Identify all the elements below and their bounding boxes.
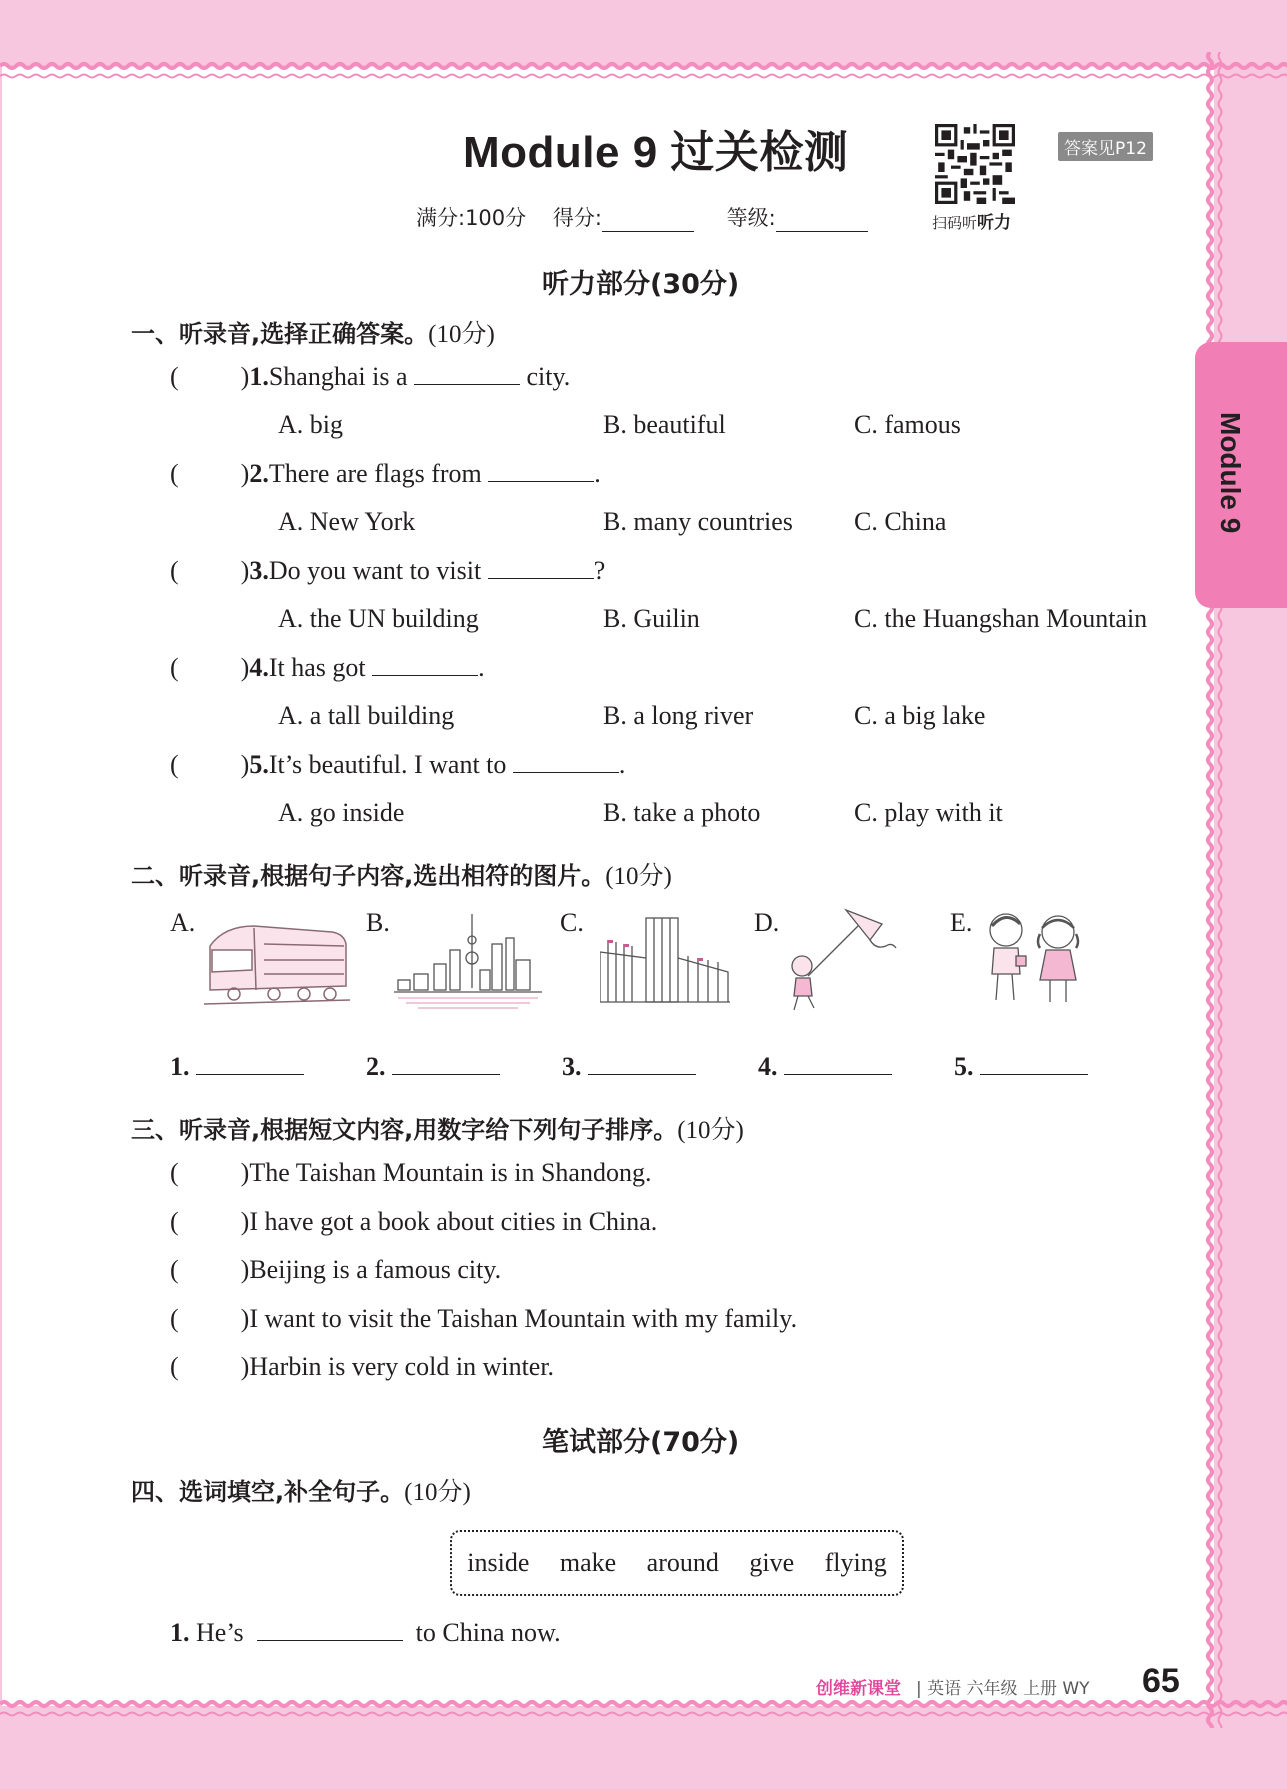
answer-blank[interactable] <box>392 1054 500 1075</box>
part3-sentence <box>170 1255 501 1285</box>
part1-question-3 <box>170 556 605 586</box>
option-a: A. go inside <box>278 798 405 827</box>
question-number: 5. <box>249 750 269 779</box>
part2-answer-4 <box>758 1052 892 1082</box>
answer-paren: ) <box>240 1352 250 1381</box>
answer-paren[interactable]: ( <box>170 556 179 585</box>
answer-number: 2. <box>366 1052 386 1081</box>
answer-blank[interactable] <box>257 1620 403 1641</box>
question-blank <box>372 655 478 676</box>
question-text-pre: There are flags from <box>268 459 489 488</box>
answer-paren[interactable]: ( <box>170 1255 179 1284</box>
train-picture <box>204 920 350 1010</box>
part2-heading <box>131 856 672 892</box>
option-a: A. New York <box>278 507 416 536</box>
part1-question-4 <box>170 653 485 683</box>
question-blank <box>414 364 520 385</box>
answer-blank[interactable] <box>980 1054 1088 1075</box>
qr-caption-prefix: 扫码听 <box>932 214 978 232</box>
part3-points: (10分) <box>677 1117 744 1144</box>
option-c: C. China <box>854 507 947 536</box>
question-text-post: ? <box>593 556 606 585</box>
part2-answer-5 <box>954 1052 1088 1082</box>
part1-title: 一、听录音,选择正确答案。 <box>131 320 429 348</box>
part2-answer-1 <box>170 1052 304 1082</box>
qr-caption <box>932 208 1011 233</box>
part3-heading <box>131 1110 744 1146</box>
question-blank <box>488 461 594 482</box>
answer-number: 3. <box>562 1052 582 1081</box>
question-text-post: . <box>478 653 485 682</box>
question-text-pre: Do you want to visit <box>268 556 488 585</box>
kite-boy-picture <box>786 906 898 1018</box>
answer-paren[interactable]: ( <box>170 1352 179 1381</box>
option-c: C. the Huangshan Mountain <box>854 604 1148 633</box>
qr-caption-strong: 听力 <box>977 213 1012 233</box>
question-blank <box>488 558 594 579</box>
sentence-text: The Taishan Mountain is in Shandong. <box>249 1158 652 1187</box>
option-a: A. the UN building <box>278 604 479 633</box>
answer-paren[interactable]: ( <box>170 653 179 682</box>
part3-sentence <box>170 1304 797 1334</box>
answer-blank[interactable] <box>196 1054 304 1075</box>
part2-answer-3 <box>562 1052 696 1082</box>
full-score-label: 满分:100分 <box>416 206 527 230</box>
sentence-text: Beijing is a famous city. <box>249 1255 502 1284</box>
question-text-post: . <box>594 459 601 488</box>
word-bank-item: inside <box>467 1548 530 1577</box>
question-text-post: city. <box>520 362 571 391</box>
option-a: A. a tall building <box>278 701 455 730</box>
answer-paren[interactable]: ( <box>170 1158 179 1187</box>
answer-paren: ) <box>240 556 250 585</box>
page-number: 65 <box>1142 1662 1180 1700</box>
option-c: C. a big lake <box>854 701 986 730</box>
picture-label-b: B. <box>366 908 390 937</box>
qr-code-icon[interactable] <box>935 124 1015 204</box>
word-bank <box>450 1530 904 1596</box>
picture-label-c: C. <box>560 908 584 937</box>
part3-sentence <box>170 1207 657 1237</box>
part2-points: (10分) <box>605 863 672 890</box>
side-tab-label: Module 9 <box>1215 412 1246 534</box>
answer-paren: ) <box>240 653 250 682</box>
writing-section-heading: 笔试部分(70分) <box>542 1427 740 1458</box>
question-text-pre: It has got <box>268 653 373 682</box>
question-text-pre: He’s <box>196 1618 244 1647</box>
question-number: 4. <box>249 653 269 682</box>
part1-points: (10分) <box>428 321 495 348</box>
question-text-post: to China now. <box>415 1618 561 1647</box>
option-b: B. a long river <box>603 701 754 730</box>
question-text-post: . <box>618 750 626 779</box>
picture-label-a: A. <box>170 908 196 937</box>
answer-paren: ) <box>240 1255 250 1284</box>
footer-book-info: | 英语 六年级 上册 WY <box>916 1679 1090 1699</box>
part1-question-1 <box>170 362 570 392</box>
picture-label-d: D. <box>754 908 780 937</box>
answer-blank[interactable] <box>588 1054 696 1075</box>
word-bank-item: give <box>749 1548 795 1577</box>
two-children-picture <box>980 908 1090 1012</box>
answer-number: 1. <box>170 1052 190 1081</box>
option-b: B. Guilin <box>603 604 700 633</box>
part4-title: 四、选词填空,补全句子。 <box>131 1478 405 1506</box>
option-a: A. big <box>278 410 343 439</box>
part2-title: 二、听录音,根据句子内容,选出相符的图片。 <box>131 862 606 890</box>
question-number: 1. <box>170 1618 190 1647</box>
answer-paren: ) <box>240 1158 250 1187</box>
footer-brand: 创维新课堂 <box>816 1679 901 1699</box>
picture-label-e: E. <box>950 908 973 937</box>
part3-sentence <box>170 1158 651 1188</box>
city-skyline-picture <box>394 910 542 1012</box>
part1-heading <box>131 314 495 350</box>
grade-label: 等级: <box>726 206 776 230</box>
answer-number: 4. <box>758 1052 778 1081</box>
part2-answer-2 <box>366 1052 500 1082</box>
score-label: 得分: <box>552 206 602 230</box>
word-bank-item: make <box>559 1548 617 1577</box>
option-c: C. play with it <box>854 798 1003 827</box>
answer-blank[interactable] <box>784 1054 892 1075</box>
part4-question-1 <box>170 1618 561 1648</box>
option-b: B. many countries <box>603 507 793 536</box>
part4-points: (10分) <box>404 1479 471 1506</box>
answer-paren[interactable]: ( <box>170 750 179 779</box>
listening-section-heading: 听力部分(30分) <box>542 269 740 300</box>
question-number: 1. <box>249 362 269 391</box>
part3-sentence <box>170 1352 554 1382</box>
right-wave-border <box>1198 52 1234 1728</box>
option-b: B. beautiful <box>603 410 726 439</box>
part1-question-5 <box>170 750 625 780</box>
word-bank-item: flying <box>824 1548 887 1577</box>
part3-title: 三、听录音,根据短文内容,用数字给下列句子排序。 <box>131 1116 678 1144</box>
sentence-text: I have got a book about cities in China. <box>249 1206 658 1236</box>
answer-paren[interactable]: ( <box>170 1303 179 1333</box>
answer-reference-badge: 答案见P12 <box>1058 132 1153 161</box>
answer-paren: ) <box>240 1303 250 1333</box>
question-blank <box>513 752 619 773</box>
page-title: Module 9 过关检测 <box>463 128 849 177</box>
part1-question-2 <box>170 459 601 489</box>
score-blank[interactable] <box>602 213 694 232</box>
answer-paren: ) <box>240 362 250 391</box>
answer-number: 5. <box>954 1052 974 1081</box>
answer-paren: ) <box>240 459 250 488</box>
option-b: B. take a photo <box>603 798 761 827</box>
question-text-pre: Shanghai is a <box>268 362 414 391</box>
answer-paren[interactable]: ( <box>170 1206 179 1236</box>
sentence-text: I want to visit the Taishan Mountain with my family. <box>249 1303 798 1333</box>
option-c: C. famous <box>854 410 961 439</box>
answer-paren[interactable]: ( <box>170 362 179 391</box>
part4-heading <box>131 1472 471 1508</box>
un-building-picture <box>600 912 730 1008</box>
top-wave-border <box>0 52 1287 88</box>
bottom-wave-border <box>0 1692 1287 1728</box>
answer-paren: ) <box>240 750 250 779</box>
question-number: 3. <box>249 556 269 585</box>
score-line <box>416 202 894 232</box>
answer-paren: ) <box>240 1206 250 1236</box>
answer-paren[interactable]: ( <box>170 459 179 488</box>
sentence-text: Harbin is very cold in winter. <box>249 1352 555 1381</box>
word-bank-item: around <box>646 1548 719 1577</box>
grade-blank[interactable] <box>776 213 868 232</box>
question-number: 2. <box>249 459 269 488</box>
question-text-pre: It’s beautiful. I want to <box>268 750 513 779</box>
